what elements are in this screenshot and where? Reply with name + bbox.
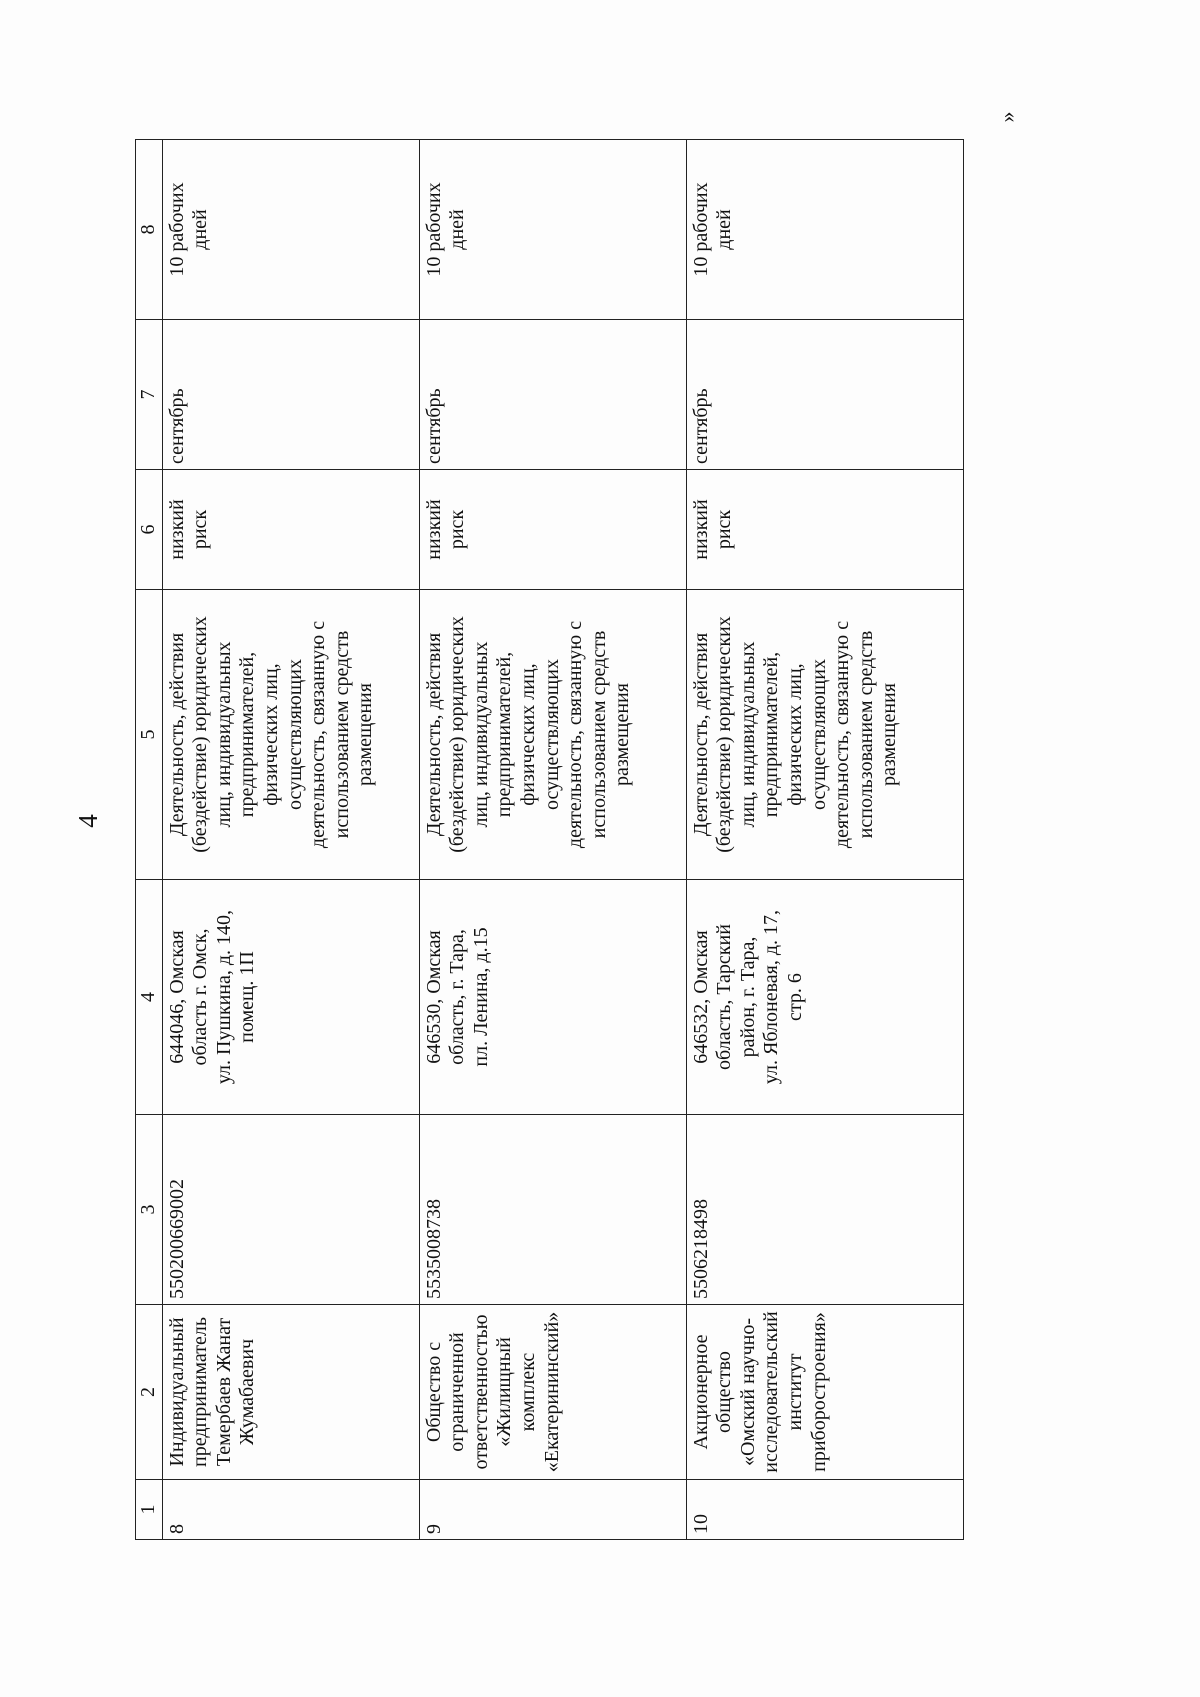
table-row <box>419 140 686 1540</box>
closing-quote-mark: » <box>994 111 1020 123</box>
header-row <box>136 140 163 1540</box>
address: 646530, Омская область, г. Тара, пл. Ленина, д.15 <box>419 880 686 1115</box>
table-row <box>686 140 963 1540</box>
row-number: 10 <box>686 1480 963 1540</box>
table-header <box>136 140 163 1540</box>
entity-name: Акционерное общество «Омский научно- исследовательский институт приборостроения» <box>686 1305 963 1480</box>
header-col-6: 6 <box>136 470 163 590</box>
entity-name: Общество с ограниченной ответственностью «Жилищный комплекс «Екатерининский» <box>419 1305 686 1480</box>
header-col-5: 5 <box>136 590 163 880</box>
inspection-term: 10 рабочих дней <box>686 140 963 320</box>
entity-name: Индивидуальный предприниматель Темербаев Жанат Жумабаевич <box>162 1305 419 1480</box>
activity-type: Деятельность, действия (бездействие) юридических лиц, индивидуальных предпринимателей, физических лиц, осуществляющих деятельность, связанную с использованием средств размещения <box>162 590 419 880</box>
inn: 550200669002 <box>162 1115 419 1305</box>
header-col-7: 7 <box>136 320 163 470</box>
inn: 5506218498 <box>686 1115 963 1305</box>
inspection-register-table <box>135 139 964 1540</box>
header-col-1: 1 <box>136 1480 163 1540</box>
inspection-month: сентябрь <box>162 320 419 470</box>
inspection-month: сентябрь <box>686 320 963 470</box>
activity-type: Деятельность, действия (бездействие) юридических лиц, индивидуальных предпринимателей, физических лиц, осуществляющих деятельность, связанную с использованием средств размещения <box>686 590 963 880</box>
header-col-3: 3 <box>136 1115 163 1305</box>
inn: 5535008738 <box>419 1115 686 1305</box>
page-number: 4 <box>73 814 103 828</box>
address: 644046, Омская область г. Омск, ул. Пушкина, д. 140, помещ. 1П <box>162 880 419 1115</box>
row-number: 8 <box>162 1480 419 1540</box>
header-col-8: 8 <box>136 140 163 320</box>
risk-category: низкий риск <box>686 470 963 590</box>
header-col-2: 2 <box>136 1305 163 1480</box>
inspection-term: 10 рабочих дней <box>162 140 419 320</box>
risk-category: низкий риск <box>419 470 686 590</box>
row-number: 9 <box>419 1480 686 1540</box>
activity-type: Деятельность, действия (бездействие) юридических лиц, индивидуальных предпринимателей, физических лиц, осуществляющих деятельность, связанную с использованием средств размещения <box>419 590 686 880</box>
inspection-term: 10 рабочих дней <box>419 140 686 320</box>
inspection-month: сентябрь <box>419 320 686 470</box>
table-row <box>162 140 419 1540</box>
address: 646532, Омская область, Тарский район, г. Тара, ул. Яблоневая, д. 17, стр. 6 <box>686 880 963 1115</box>
rotated-table-wrapper <box>135 140 964 1540</box>
risk-category: низкий риск <box>162 470 419 590</box>
header-col-4: 4 <box>136 880 163 1115</box>
